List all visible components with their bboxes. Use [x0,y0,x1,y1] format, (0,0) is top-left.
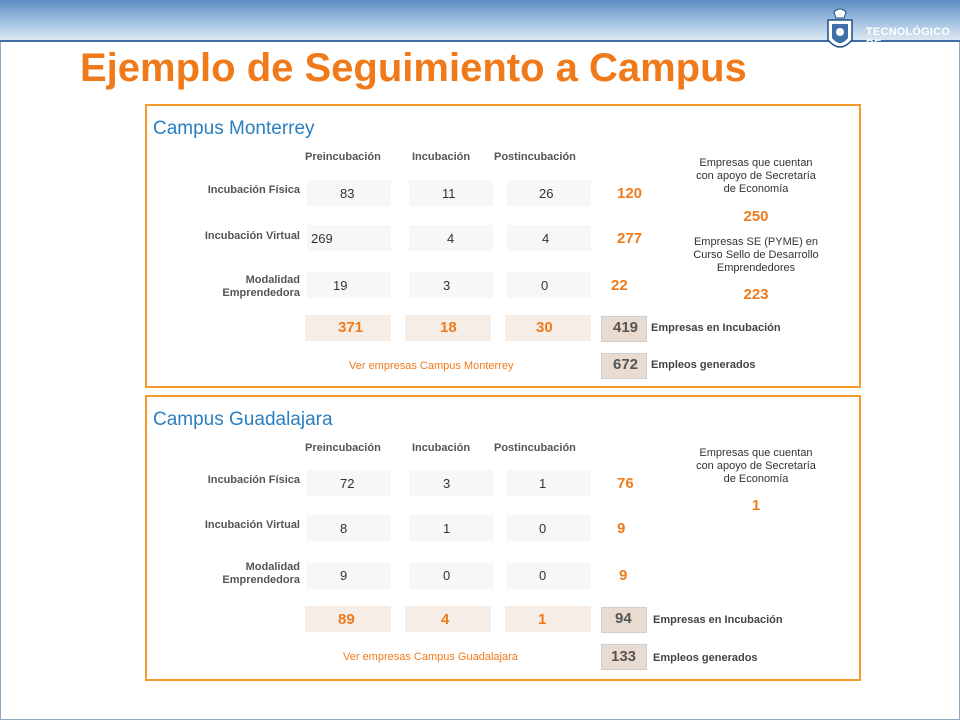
panel-campus-guadalajara [145,395,861,681]
table-cell: 9 [340,568,348,583]
grand-total: 94 [615,610,632,627]
aside-se-value: 250 [743,208,769,225]
table-cell: 0 [443,568,451,583]
row-total: 76 [617,475,634,492]
row-header-virtual: Incubación Virtual [204,230,300,242]
column-total: 371 [338,319,364,336]
row-header-modalidad [185,274,300,300]
logo-line-2: DE MONTERREY. [866,38,941,62]
table-cell: 3 [443,476,451,491]
row-header-modalidad-line-2: Emprendedora [222,574,300,586]
row-header-fisica: Incubación Física [207,474,300,486]
banner-divider [0,40,960,42]
row-header-modalidad-line-2: Emprendedora [222,287,300,299]
cell-background [409,515,493,541]
ver-empresas-link[interactable]: Ver empresas Campus Guadalajara [343,651,518,663]
table-cell: 83 [340,186,355,201]
column-header-incubacion: Incubación [412,442,471,454]
cell-background [409,272,493,298]
table-cell: 1 [443,521,451,536]
column-header-postincubacion: Postincubación [494,151,576,163]
empleos-label: Empleos generados [651,359,756,371]
table-cell: 8 [340,521,348,536]
aside-line: Empresas SE (PYME) en [693,236,819,248]
table-cell: 26 [539,186,554,201]
slide-title: Ejemplo de Seguimiento a Campus [80,46,747,90]
aside-line: con apoyo de Secretaría [696,170,816,182]
column-header-incubacion: Incubación [412,151,471,163]
row-total: 9 [617,520,626,537]
top-banner [0,0,960,40]
cell-background [307,563,391,589]
aside-se-text [671,157,841,196]
table-cell: 3 [443,278,451,293]
row-header-fisica: Incubación Física [207,184,300,196]
column-header-preincubacion: Preincubación [305,442,381,454]
cell-background [307,272,391,298]
column-total: 30 [536,319,553,336]
cell-background [409,470,493,496]
aside-pyme-value: 223 [743,286,769,303]
table-cell: 0 [541,278,549,293]
row-header-virtual: Incubación Virtual [204,519,300,531]
empleos-total: 133 [611,648,637,665]
table-cell: 4 [542,231,550,246]
grand-total: 419 [613,319,639,336]
ver-empresas-link[interactable]: Ver empresas Campus Monterrey [349,360,514,372]
aside-line: Curso Sello de Desarrollo [693,249,819,261]
aside-se-text [671,447,841,486]
cell-background [507,515,591,541]
empleos-label: Empleos generados [653,652,758,664]
aside-line: con apoyo de Secretaría [696,460,816,472]
aside-line: Empresas que cuentan [699,447,813,459]
table-cell: 0 [539,568,547,583]
column-total: 4 [441,611,450,628]
logo-wordmark [866,26,958,62]
table-cell: 0 [539,521,547,536]
column-total: 1 [538,611,547,628]
tec-shield-icon [820,6,860,58]
aside-pyme-text [671,236,841,275]
empresas-incubacion-label: Empresas en Incubación [653,614,783,626]
column-header-preincubacion: Preincubación [305,151,381,163]
empresas-incubacion-label: Empresas en Incubación [651,322,781,334]
table-cell: 11 [442,186,456,201]
aside-line: de Economía [723,183,789,195]
column-total: 89 [338,611,355,628]
row-total: 22 [611,277,628,294]
aside-line: Empresas que cuentan [699,157,813,169]
column-total: 18 [440,319,457,336]
aside-se-value: 1 [751,497,761,514]
cell-background [507,563,591,589]
table-cell: 19 [333,278,348,293]
panel-campus-monterrey [145,104,861,388]
table-cell: 1 [539,476,547,491]
aside-line: Emprendedores [716,262,796,274]
row-header-modalidad-line-1: Modalidad [245,561,300,573]
column-header-postincubacion: Postincubación [494,442,576,454]
row-total: 277 [617,230,643,247]
panel-title: Campus Monterrey [153,118,315,139]
aside-line: de Economía [723,473,789,485]
cell-background [507,470,591,496]
table-cell: 4 [447,231,455,246]
empleos-total: 672 [613,356,639,373]
cell-background [507,272,591,298]
cell-background [409,563,493,589]
row-header-modalidad-line-1: Modalidad [245,274,300,286]
logo-line-1: TECNOLÓGICO [866,26,951,38]
table-cell: 72 [340,476,355,491]
tec-logo [818,6,958,62]
row-header-modalidad [185,561,300,587]
row-total: 120 [617,185,643,202]
cell-background [307,515,391,541]
panel-title: Campus Guadalajara [153,409,333,430]
column-total-background [505,606,591,632]
row-total: 9 [619,567,628,584]
table-cell: 269 [311,231,333,246]
